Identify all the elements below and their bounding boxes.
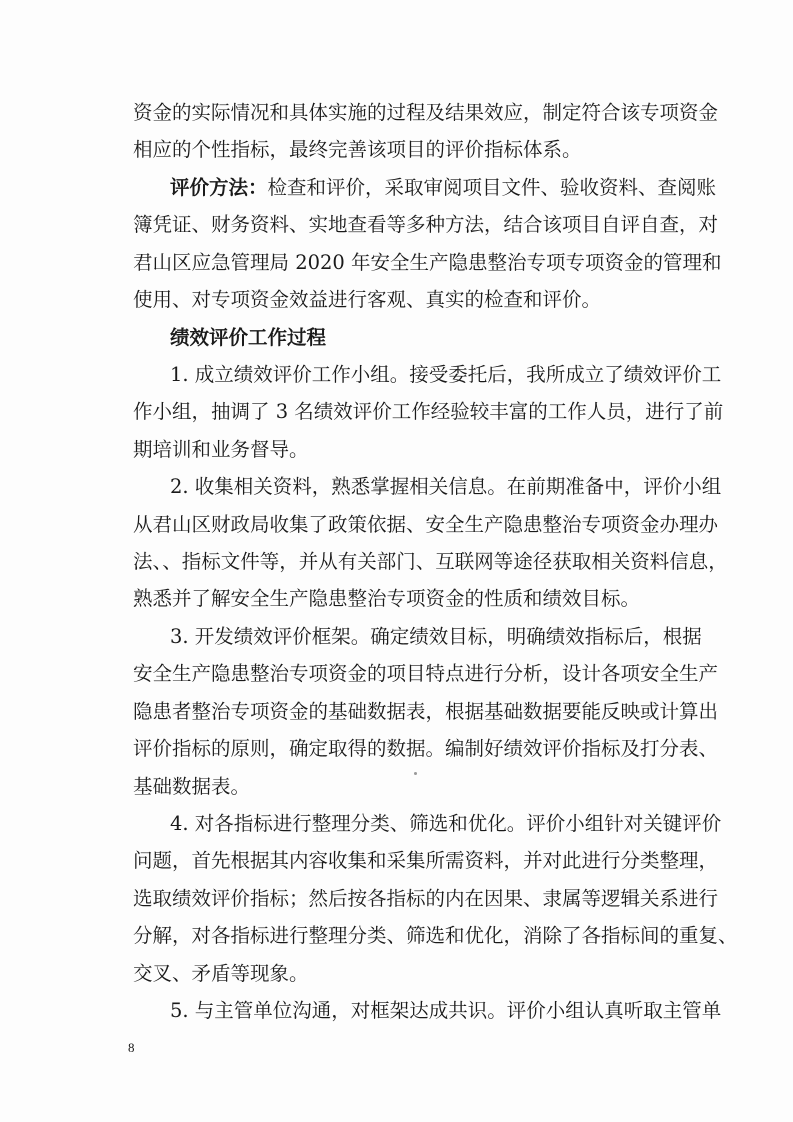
paragraph-line: 评价指标的原则，确定取得的数据。编制好绩效评价指标及打分表、 [133,737,719,760]
paragraph-line: 资金的实际情况和具体实施的过程及结果效应，制定符合该专项资金 [133,101,719,124]
paragraph-line: 法、、指标文件等，并从有关部门、互联网等途径获取相关资料信息， [133,550,728,573]
paragraph-line: 使用、对专项资金效益进行客观、真实的检查和评价。 [133,288,602,311]
paragraph-line: 选取绩效评价指标；然后按各指标的内在因果、隶属等逻辑关系进行 [133,887,719,910]
paragraph-line: 1. 成立绩效评价工作小组。接受委托后，我所成立了绩效评价工 [170,363,722,386]
paragraph-line: 基础数据表。 [133,775,251,798]
paragraph-line: 安全生产隐患整治专项资金的项目特点进行分析，设计各项安全生产 [133,662,719,685]
paragraph-line: 作小组，抽调了 3 名绩效评价工作经验较丰富的工作人员，进行了前 [133,400,724,423]
paragraph-line: 交叉、矛盾等现象。 [133,962,309,985]
paragraph-line: 期培训和业务督导。 [133,438,309,461]
paragraph-line: 簿凭证、财务资料、实地查看等多种方法，结合该项目自评自查，对 [133,213,719,236]
paragraph-line: 2. 收集相关资料，熟悉掌握相关信息。在前期准备中，评价小组 [170,475,722,498]
method-heading: 评价方法： [170,176,268,199]
paragraph-line: 隐患者整治专项资金的基础数据表，根据基础数据要能反映或计算出 [133,700,719,723]
method-first-line [170,177,730,199]
paragraph-line: 5. 与主管单位沟通，对框架达成共识。评价小组认真听取主管单 [170,999,722,1022]
paragraph-line: 从君山区财政局收集了政策依据、安全生产隐患整治专项资金办理办 [133,513,719,536]
paragraph-line: 3. 开发绩效评价框架。确定绩效目标，明确绩效指标后，根据 [170,625,702,648]
paragraph-line: 分解，对各指标进行整理分类、筛选和优化，消除了各指标间的重复、 [133,924,738,947]
paragraph-line: 相应的个性指标，最终完善该项目的评价指标体系。 [133,138,582,161]
paragraph-line: 君山区应急管理局 2020 年安全生产隐患整治专项专项资金的管理和 [133,251,722,274]
paragraph-line: 熟悉并了解安全生产隐患整治专项资金的性质和绩效目标。 [133,587,641,610]
scan-speck [414,772,417,775]
method-first-line-text: 检查和评价，采取审阅项目文件、验收资料、查阅账 [267,176,717,199]
paragraph-line: 问题，首先根据其内容收集和采集所需资料，并对此进行分类整理， [133,849,719,872]
page-number: 8 [128,1040,135,1055]
section-heading: 绩效评价工作过程 [170,326,327,349]
paragraph-line: 4. 对各指标进行整理分类、筛选和优化。评价小组针对关键评价 [170,812,722,835]
